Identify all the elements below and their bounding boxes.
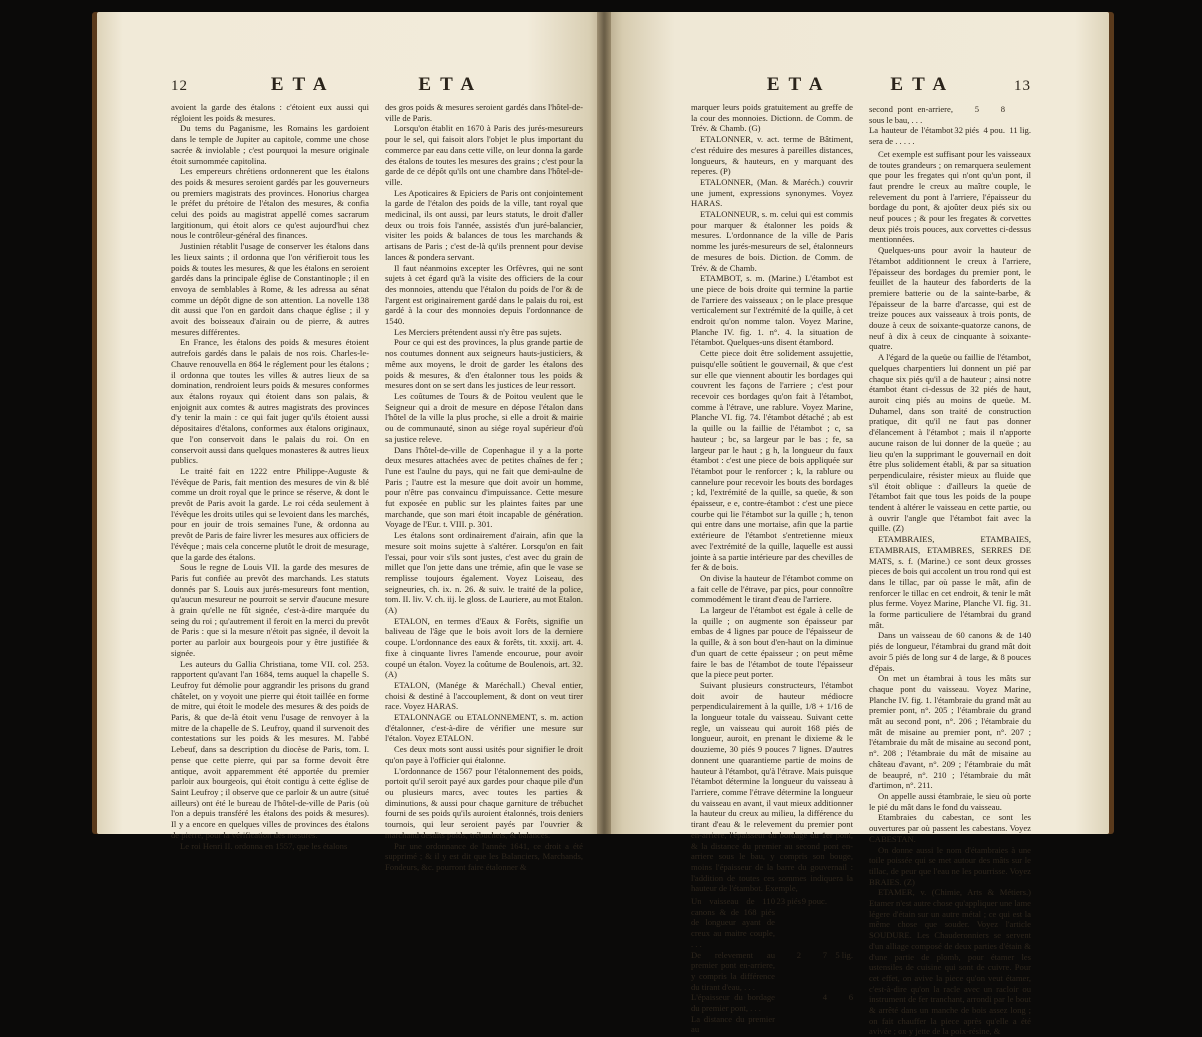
table-value: [1005, 104, 1031, 125]
paragraph: Dans un vaisseau de 60 canons & de 140 piés de longueur, l'étambrai du grand mât doit avoir 5 piés de long sur 4 de large, & 8 pouces d'épais.: [869, 630, 1031, 673]
right-page-number: 13: [1013, 78, 1031, 94]
paragraph: Les Merciers prétendent aussi n'y être pas sujets.: [394, 326, 562, 337]
table-row: [691, 896, 853, 950]
left-page-header: [171, 74, 583, 96]
paragraph: Le roi Henri II. ordonna en 1557, que les étalons: [180, 840, 348, 851]
paragraph: ETALON, en termes d'Eaux & Forêts, signifie un baliveau de l'âge que le bois avoit lors de la derniere coupe. L'ordonnance des eaux & forêts, tit. xxxij. art. 4. fixe à cinquante livres l'amende encourue, pour avoir coupé un étalon. Voyez la coûtume de Boulenois, art. 32. (A): [385, 615, 583, 680]
paragraph: ETALON, (Manége & Maréchall.) Cheval entier, choisi & destiné à l'accouplement, & dont on veut tirer race. Voyez HARAS.: [385, 679, 583, 712]
paragraph: Du tems du Paganisme, les Romains les gardoient dans le temple de Jupiter au capitole, comme une chose sacrée & inviolable ; c'est pourquoi la mesure originale étoit surnommée capitolina.: [171, 123, 369, 166]
paragraph: des gros poids & mesures seroient gardés dans l'hôtel-de-ville de Paris.: [385, 102, 583, 123]
table-value: 11 lig.: [1009, 125, 1031, 136]
paragraph: Etambraies du cabestan, ce sont les ouvertures par où passent les cabestans. Voyez CABESTAN.: [869, 812, 1031, 844]
table-value: 23 piés: [776, 896, 801, 907]
paragraph: Il faut néanmoins excepter les Orfèvres, qui ne sont sujets à cet égard qu'à la visite des officiers de la cour des monnoies, attendu que l'étalon du poids de l'or & de l'argent est originairement gardé dans le palais du roi, est gardé à la cour des monnoies depuis l'ordonnance de 1540.: [385, 262, 583, 327]
paragraph: Les Apoticaires & Epiciers de Paris ont conjointement la garde de l'étalon des poids de la ville, tant royal que medicinal, ils ont aussi, par leurs statuts, le droit d'aller deux ou trois fois l'année, assistés d'un juré-balancier, visiter les poids & balances de tous les marchands & artisans de Paris ; c'est de-là qu'ils prennent pour devise lances & pondera servant.: [385, 187, 583, 262]
table-row: [869, 125, 1031, 146]
table-label: La hauteur de l'étambot sera de . . . . .: [869, 125, 953, 147]
paragraph: marquer leurs poids gratuitement au greffe de la cour des monnoies. Dictionn. de Comm. de Trév. & Chamb. (G): [691, 102, 853, 134]
paragraph: A l'égard de la queüe ou faillie de l'étambot, quelques charpentiers lui donnent un pié par chaque six piés qu'il a de hauteur ; ainsi notre étambot étant ci-dessus de 32 piés de haut, auroit cinq piés au moins de queüe. M. Duhamel, dans son traité de construction pratique, dit qu'il ne faut pas donner d'élancement à l'étambot ; mais il n'apporte aucune raison de lui donner de la queüe ; au lieu qu'en la supprimant le gouvernail en doit être plus solidement établi, & par sa situation perpendiculaire, résister mieux au fluide que s'il étoit oblique : d'ailleurs la queüe de l'étambot fait que tous les poids de la poupe tendent à altérer le vaisseau en cette partie, ou à ouvrir l'angle que l'étambot fait avec la quille. (Z): [869, 352, 1031, 534]
table-value: 5 lig.: [835, 949, 853, 960]
paragraph: ETAMBOT, s. m. (Marine.) L'étambot est une piece de bois droite qui termine la partie de l'arriere des vaisseaux ; on le place presque verticalement sur l'extrémité de la quille, à cet endroit qu'on nomme talon. Voyez Marine, Planche IV. fig. 1. n°. 4. la situation de l'étambot. Quelques-uns disent étambord.: [691, 273, 853, 348]
right-headword-b: ETA: [890, 74, 956, 95]
table-row: [691, 1014, 853, 1035]
sternpost-calc-table: [691, 896, 853, 1035]
sternpost-calc-table-continued: [869, 104, 1031, 147]
paragraph: Lorsqu'on établit en 1670 à Paris des jurés-mesureurs pour le sel, qui faisoit alors l'objet le plus important du commerce par eau dans cette ville, on leur donna la garde des étalons de toutes les mesures des grains ; c'est pour la garde de ce dépôt qu'ils ont une chambre dans l'hôtel-de-ville.: [385, 123, 583, 187]
table-label: De relevement au premier pont en-arriere, y compris la différence du tirant d'eau, . . .: [691, 949, 775, 992]
paragraph: L'ordonnance de 1567 pour l'étalonnement des poids, portoit qu'il seroit payé aux gardes pour chaque pile d'un ou plusieurs marcs, avec toutes les parties & diminutions, & aussi pour chaque garniture de trébuchet fourni de ses poids qu'ils auroient étalonnés, trois deniers tournois, qui leur seroient payés par l'ouvrier & marchand desdits poids, trébuchets, & balances.: [385, 765, 583, 840]
paragraph: La largeur de l'étambot est égale à celle de la quille ; on augmente son épaisseur par embas de 4 lignes par pouce de l'épaisseur de la quille, & à son bout d'en-haut on la diminue d'un quart de cette épaisseur ; on peut même faire le bas de l'étambot de toute l'épaisseur que la piece peut porter.: [691, 605, 853, 680]
table-label: Un vaisseau de 110 canons & de 168 piés de longueur ayant de creux au maitre couple, . . .: [691, 896, 775, 949]
paragraph: Pour ce qui est des provinces, la plus grande partie de nos coutumes donnent aux seigneurs hauts-justiciers, & même aux moyens, le droit de garder les étalons des poids & mesures, & d'en étalonner tous les poids & mesures dont on se sert dans les justices de leur ressort.: [385, 337, 583, 391]
paragraph: Les auteurs du Gallia Christiana, tome VII. col. 253. rapportent qu'avant l'an 1684, tems auquel la chapelle S. Leufroy fut démolie pour aggrandir les prisons du grand châtelet, on y voyoit une pierre qui étoit taillée en forme de mitre, qui étoit le modele des mesures & des poids de Paris, & que de-là étoit venu l'usage de renvoyer à la mitre de la chapelle de S. Leufroy, quand il survenoit des contestations sur les poids & les mesures. M. l'abbé Lebeuf, dans sa description du diocèse de Paris, tom. I. pense que cette pierre, qui par sa forme devoit être antique, avoit apparemment été apportée du premier parloir aux bourgeois, qui étoit contigu à cette église de Saint Leufroy ; il observe que ce parloir & un autre (situé ailleurs) ont été le bureau de l'hôtel-de-ville de Paris (où l'on a depuis transféré les étalons des poids & mesures). Il y a encore en quelques villes de provinces des étalons de pierre, pour la vérification des mesures.: [171, 658, 369, 840]
left-page: [97, 12, 605, 872]
paragraph: ETALONNAGE ou ETALONNEMENT, s. m. action d'étalonner, c'est-à-dire de vérifier une mesure sur l'étalon. Voyez ETALON.: [385, 712, 583, 744]
right-headword-a: ETA: [766, 74, 832, 95]
paragraph: Ces deux mots sont aussi usités pour signifier le droit qu'on paye à l'officier qui étalonne.: [385, 744, 583, 765]
table-value: [827, 1014, 853, 1035]
book: [92, 12, 1114, 1037]
paragraph: Les empereurs chrétiens ordonnerent que les étalons des poids & mesures seroient gardés par les gouverneurs ou premiers magistrats des provinces. Honorius chargea le préfet du prétoire de l'étalon des mesures, & confia celui des poids au magistrat appellé comes sacrarum largitionum, qui étoit alors ce qu'est aujourd'hui chez nous le contrôleur-général des finances.: [171, 166, 369, 241]
table-row: [691, 950, 853, 993]
left-headword-b: ETA: [418, 74, 484, 95]
table-value: [801, 1014, 827, 1035]
table-value: 9 pouc.: [801, 896, 827, 907]
paragraph: On divise la hauteur de l'étambot comme on a fait celle de l'étrave, par pics, pour connoître commodément le tirant d'eau de l'arriere.: [691, 572, 853, 605]
paragraph: ETAMER, v. (Chimie, Arts & Métiers.) Etamer n'est autre chose qu'appliquer une lame légere d'étain sur un autre métal ; ce qui est la même chose que souder. Voyez l'article SOUDURE. Les Chauderonniers se servent d'un alliage composé de deux parties d'étain & d'une partie de plomb, pour étamer les ustensiles de cuisine qui sont de cuivre. Pour cet effet, on avive la piece qu'on veut étamer, c'est-à-dire qu'on la racle avec un racloir ou instrument de fer tranchant, arrondi par le bout & arrêté dans un manche de bois assez long ; on fait chauffer la piece après qu'elle a été avivée ; on y jette de la poix-résine, &: [869, 887, 1031, 1037]
left-column-1: [171, 102, 369, 873]
table-value: [775, 992, 801, 1013]
table-row: [691, 992, 853, 1013]
paragraph: Dans l'hôtel-de-ville de Copenhague il y a la porte deux mesures attachées avec de petites chaînes de fer ; l'une est l'aulne du pays, qui ne fait que demi-aulne de Paris ; l'autre est la mesure que doit avoir un homme, pour n'être pas convaincu d'impuissance. Cette mesure fut exposée en public sur les plaintes faites par une marchande, que son mari étoit incapable de génération. Voyage de l'Eur. t. VIII. p. 301.: [385, 444, 583, 530]
paragraph: Quelques-uns pour avoir la hauteur de l'étambot additionnent le creux à l'arriere, l'épaisseur des bordages du premier pont, le feuillet de la hauteur des faborderts de la premiere batterie ou de la sainte-barbe, & l'épaisseur de la barre d'arcasse, qui est de treize pouces aux vaisseaux à trois ponts, de douze à ceux de soixante-quatorze canons, de neuf à dix à ceux de cinquante à soixante-quatre.: [869, 245, 1031, 352]
table-value: 4: [822, 992, 827, 1003]
paragraph: Les coûtumes de Tours & de Poitou veulent que le Seigneur qui a droit de mesure en dépose l'étalon dans l'hôtel de la ville la plus proche, si elle a droit & mairie ou de communauté, sinon au siége royal supérieur d'où sa justice releve.: [385, 390, 583, 444]
table-value: 7: [822, 949, 827, 960]
table-value: 2: [796, 949, 801, 960]
table-value: [827, 896, 853, 950]
book-spine-gutter: [597, 12, 611, 834]
table-label: L'épaisseur du bordage du premier pont, . . .: [691, 992, 775, 1014]
right-page-header: [691, 74, 1031, 96]
paragraph: avoient la garde des étalons : c'étoient eux aussi qui régloient les poids & mesures.: [171, 102, 369, 123]
table-value: [775, 1014, 801, 1035]
paragraph: En France, les étalons des poids & mesures étoient autrefois gardés dans le palais de nos rois. Charles-le-Chauve renouvella en 864 le réglement pour les étalons ; il ordonna que toutes les villes & autres lieux de sa domination, rendroient leurs poids & mesures conformes aux étalons royaux qui étoient dans son palais, & enjoignit aux comtes & autres magistrats des provinces d'y tenir la main : ce qui fait juger qu'ils étoient aussi dépositaires d'étalons, conformes aux étalons originaux, que l'on conservoit dans le palais du roi. On en conservoit aussi dans quelques monasteres & autres lieux publics.: [171, 337, 369, 466]
paragraph: Cet exemple est suffisant pour les vaisseaux de toutes grandeurs ; on remarquera seulement que pour les fregates qui n'ont qu'un pont, il faut prendre le creux au maître couple, le relevement du pont à l'arriere, l'épaisseur du bordage du pont, & ajoûter deux piés six ou neuf pouces ; & pour les fregates & corvettes deux piés trois pouces, aux corvettes ci-dessus mentionnées.: [869, 148, 1031, 245]
paragraph: ETAMBRAIES, ETAMBAIES, ETAMBRAIS, ETAMBRES, SERRES DE MATS, s. f. (Marine.) ce sont deux grosses pieces de bois qui accolent un trou rond qui est dans le tillac, par où passe le mât, afin de renforcer le tillac en cet endroit, & tenir le mât plus ferme. Voyez Marine, Planche VI. fig. 31. la forme particuliere de l'étambrai du grand mât.: [869, 534, 1031, 630]
left-headword-a: ETA: [270, 74, 336, 95]
right-column-1: [691, 102, 853, 1037]
paragraph: Suivant plusieurs constructeurs, l'étambot doit avoir de hauteur médiocre perpendiculairement à la quille, 1/8 + 1/16 de la longueur totale du vaisseau. Suivant cette regle, un vaisseau qui auroit 168 piés de longueur, auroit, en prenant le dixieme & le douzieme, 30 piés 9 pouces 7 lignes. D'autres donnent une quarantieme partie de moins de hauteur à l'étambot, qu'à l'étrave. Mais puisque l'étambot détermine la longueur du vaisseau à l'arriere, comme l'étrave détermine la longueur du vaisseau en avant, il vaut mieux additionner la hauteur du creux au milieu, la différence du tirant d'eau & le relevement du premier pont en-arriere, l'épaisseur du bordage du 1er pont, & la distance du premier au second pont en-arriere sous le bau, y compris son bouge, moins l'épaisseur de la barre du gouvernail : l'addition de toutes ces sommes indiquera la hauteur de l'étambot. Exemple,: [691, 679, 853, 894]
table-value: 6: [848, 992, 853, 1003]
paragraph: Les étalons sont ordinairement d'airain, afin que la mesure soit moins sujette à s'altérer. Lorsqu'on en fait l'essai, pour voir s'ils sont justes, c'est avec du grain de millet que l'on jette dans une trémie, afin que le vase se remplisse toujours également. Voyez Loiseau, des seigneuries, ch. ix. n. 26. & suiv. le traité de la police, tom. II. liv. V. ch. iij. le gloss. de Lauriere, au mot Etalon. (A): [385, 530, 583, 616]
table-label: La distance du premier au: [691, 1013, 775, 1035]
paragraph: Justinien rétablit l'usage de conserver les étalons dans les lieux saints ; il ordonna que l'on vérifieroit tous les poids & toutes les mesures, & que les étalons en seroient gardés dans la principale église de Constantinople ; il en envoya de semblables à Rome, & les adressa au sénat comme un dépôt digne de son attention. La novelle 138 dit aussi que l'on en gardoit dans chaque église ; il y avoit des boisseaux d'airain ou de pierre, & autres mesures différentes.: [171, 241, 369, 337]
table-value: 8: [1000, 104, 1005, 114]
right-page: [605, 12, 1109, 1037]
paragraph: Par une ordonnance de l'année 1641, ce droit a été supprimé ; & il y est dit que les Balanciers, Marchands, Fondeurs, &c. pourront faire étalonner &: [385, 840, 583, 872]
paragraph: ETALONNEUR, s. m. celui qui est commis pour marquer & étalonner les poids & mesures. L'ordonnance de la ville de Paris nomme les jurés-mesureurs de sel, étalonneurs de mesures de bois. Diction. de Comm. de Trév. & de Chamb.: [691, 209, 853, 273]
table-row: [869, 104, 1031, 125]
paragraph: Sous le regne de Louis VII. la garde des mesures de Paris fut confiée au prevôt des marchands. Les statuts donnés par S. Louis aux jurés-mesureurs font mention, qu'aucun mesureur ne pourroit se servir d'aucune mesure à grain qu'elle ne fût signée, c'est-à-dire marquée du seing du roi ; qu'autrement il feroit en la merci du prevôt de Paris : que si la mesure n'étoit pas signée, il devoit la porter au parloir aux bourgeois pour y être justifiée & signée.: [171, 562, 369, 658]
left-column-2: [385, 102, 583, 873]
paragraph: On donne aussi le nom d'étambraies à une toile poissée qui se met autour des mâts sur le tillac, de peur que l'eau ne les pourrisse. Voyez BRAIES. (Z): [869, 844, 1031, 887]
table-value: 5: [974, 104, 979, 114]
paragraph: ETALONNER, (Man. & Maréch.) couvrir une jument, expressions synonymes. Voyez HARAS.: [691, 176, 853, 209]
left-page-number: 12: [171, 78, 188, 94]
paragraph: On met un étambrai à tous les mâts sur chaque pont du vaisseau. Voyez Marine, Planche IV. fig. 1. l'étambraie du grand mât au premier pont, n°. 205 ; l'étambraie du grand mât au second pont, n°. 206 ; l'étambraie du mât de misaine au premier pont, n°. 207 ; l'étambraie du mât de misaine au second pont, n°. 208 ; l'étambraie du mât de misaine au château d'avant, n°. 209 ; l'étambraie du mât de beaupré, n°. 210 ; l'étambraie du mât d'artimon, n°. 211.: [869, 673, 1031, 791]
paragraph: On appelle aussi étambraie, le sieu où porte le pié du mât dans le fond du vaisseau.: [869, 791, 1031, 812]
table-value: 4 pou.: [983, 125, 1005, 136]
right-column-2: [869, 102, 1031, 1037]
table-value: 32 piés: [954, 125, 979, 136]
table-label: second pont en-arriere, sous le bau, . . .: [869, 104, 953, 125]
paragraph: ETALONNER, v. act. terme de Bâtiment, c'est réduire des mesures à pareilles distances, longueurs, & hauteurs, en y marquant des reperes. (P): [691, 134, 853, 177]
paragraph: Le traité fait en 1222 entre Philippe-Auguste & l'évêque de Paris, fait mention des mesures de vin & blé comme un droit royal que le prince se réserve, & dont le prevôt de Paris avoit la garde. Le roi céda seulement à l'évêque les droits utiles qui se levoient dans les marchés, pour en jouir de trois semaines l'une, & ordonna au prevôt de Paris de faire livrer les mesures aux officiers de l'évêque ; mais cela concerne plutôt le droit de mesurage, que la garde des étalons.: [171, 465, 369, 562]
paragraph: Cette piece doit être solidement assujettie, puisqu'elle soûtient le gouvernail, & que c'est sur elle que viennent aboutir les bordages qui couvrent les façons de l'arriere ; c'est pour recevoir ces bordages qu'on fait à l'étambot, comme à l'étrave, une rablure. Voyez Marine, Planche VI. fig. 74. l'étambot détaché ; ab est la quille ou la faillie de l'étambot ; c, sa hauteur ; bc, sa largeur par le bas ; fe, sa largeur par le haut ; g h, la longueur du faux étambot : c'est une piece de bois appliquée sur l'étambot pour le renforcer ; k, la rablure ou cannelure pour recevoir les bouts des bordages ; kd, l'extrémité de la quille, sa queüe, & son épaisseur, e e, contre-étambot : c'est une piece courbe qui lie l'étambot sur la quille ; h, tenon qui entre dans une mortaise, afin que la partie extérieure de l'étambot s'entretienne mieux avec l'extrémité de la quille, laquelle est aussi jointe à sa partie intérieure par des chevilles de fer & de bois.: [691, 348, 853, 573]
